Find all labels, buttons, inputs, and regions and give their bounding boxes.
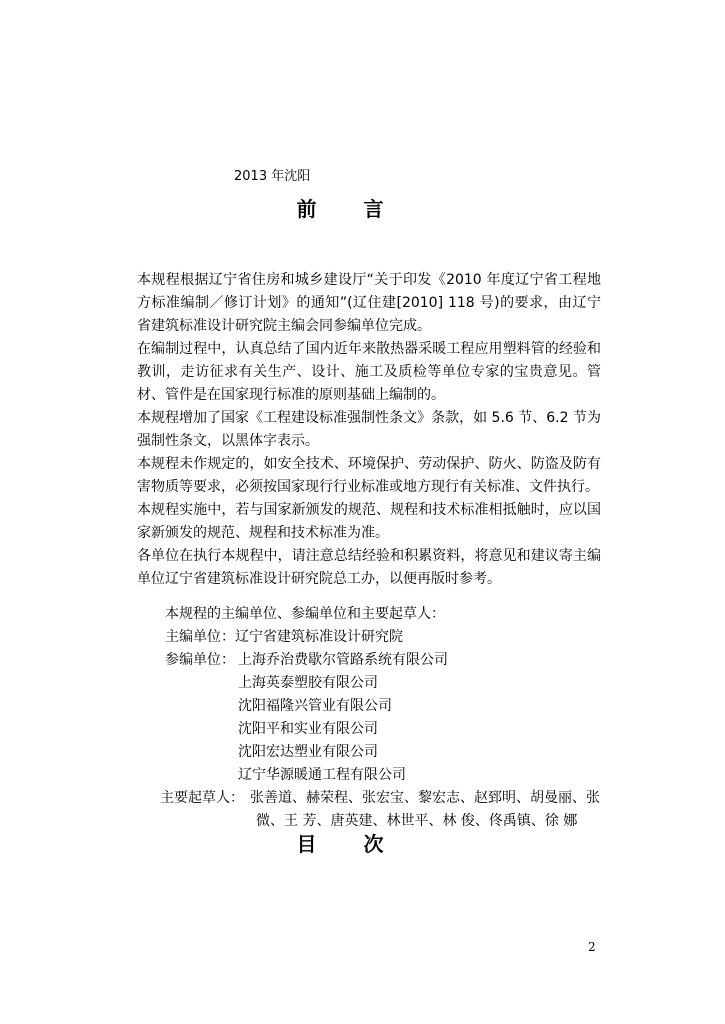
paragraph: 各单位在执行本规程中，请注意总结经验和积累资料，将意见和建议寄主编单位辽宁省建筑标准设计研究院总工办，以便再版时参考。 bbox=[137, 548, 601, 587]
participant-unit: 上海乔治费歇尔管路系统有限公司 bbox=[238, 652, 448, 668]
drafters-line-1: 张善道、赫荣程、张宏宝、黎宏志、赵郅明、胡曼丽、张 bbox=[250, 790, 600, 806]
chief-unit-label: 主编单位： bbox=[165, 629, 235, 645]
chief-unit-row bbox=[165, 626, 403, 646]
participant-unit: 沈阳平和实业有限公司 bbox=[238, 721, 378, 737]
participant-unit: 辽宁华源暖通工程有限公司 bbox=[238, 767, 406, 783]
participant-label: 参编单位： bbox=[165, 652, 235, 668]
paragraph: 本规程根据辽宁省住房和城乡建设厅“关于印发《2010 年度辽宁省工程地方标准编制／修订计划》的通知”(辽住建[2010] 118 号)的要求，由辽宁省建筑标准设计研究院主编会同参编单位完成。 bbox=[137, 272, 601, 334]
page-number: 2 bbox=[588, 940, 596, 954]
paragraph: 本规程实施中，若与国家新颁发的规范、规程和技术标准相抵触时，应以国家新颁发的规范、规程和技术标准为准。 bbox=[137, 502, 601, 541]
drafters-line-2: 微、王 芳、唐英建、林世平、林 俊、佟禹镇、徐 娜 bbox=[256, 813, 578, 829]
preface-body bbox=[137, 269, 601, 591]
place-date: 2013 年沈阳 bbox=[234, 169, 311, 184]
drafters-label: 主要起草人： bbox=[160, 790, 244, 806]
paragraph: 本规程增加了国家《工程建设标准强制性条文》条款，如 5.6 节、6.2 节为强制性条文，以黑体字表示。 bbox=[137, 410, 601, 449]
paragraph: 在编制过程中，认真总结了国内近年来散热器采暖工程应用塑料管的经验和教训，走访征求有关生产、设计、施工及质检等单位专家的宝贵意见。管材、管件是在国家现行标准的原则基础上编制的。 bbox=[137, 341, 601, 403]
participant-unit: 上海英泰塑胶有限公司 bbox=[238, 675, 378, 691]
paragraph: 本规程未作规定的，如安全技术、环境保护、劳动保护、防火、防盗及防有害物质等要求，必须按国家现行行业标准或地方现行有关标准、文件执行。 bbox=[137, 456, 601, 495]
participant-unit: 沈阳宏达塑业有限公司 bbox=[238, 744, 378, 760]
participant-unit: 沈阳福隆兴管业有限公司 bbox=[238, 698, 392, 714]
units-intro: 本规程的主编单位、参编单位和主要起草人： bbox=[165, 606, 445, 622]
chief-unit-name: 辽宁省建筑标准设计研究院 bbox=[235, 629, 403, 645]
toc-title: 目 次 bbox=[296, 832, 404, 856]
preface-title: 前 言 bbox=[296, 197, 404, 221]
